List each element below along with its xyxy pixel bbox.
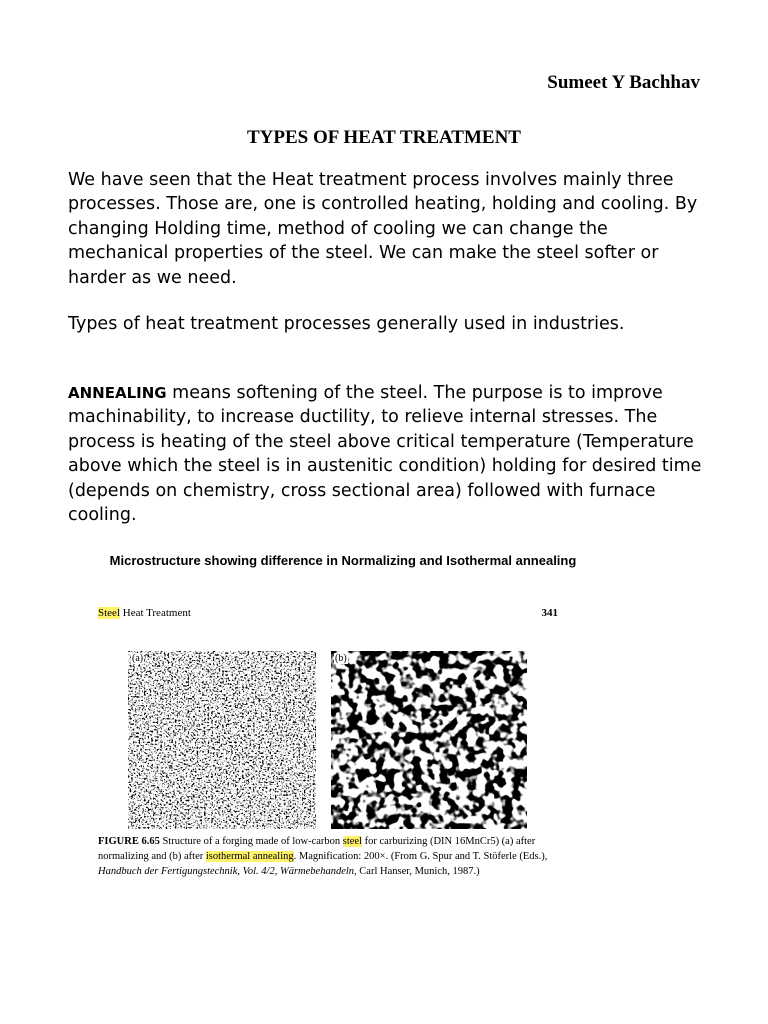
annealing-description: means softening of the steel. The purpose is to improve machinability, to increase ductility, to relieve internal stresses. The process is heating of the steel above critical temperature (Temperature above which the steel is in austenitic condition) holding for desired time (depends on chemistry, cross sectional area) followed with furnace cooling. [68, 383, 702, 526]
paragraph-intro: We have seen that the Heat treatment process involves mainly three processes. Those are, one is controlled heating, holding and cooling. By changing Holding time, method of cooling we can change the mechanical properties of the steel. We can make the steel softer or harder as we need. [68, 170, 698, 288]
micrograph-annealed [331, 651, 527, 829]
book-header-highlight: Steel [98, 607, 120, 619]
document-title: TYPES OF HEAT TREATMENT [247, 127, 521, 148]
micrograph-normalized-image [128, 651, 316, 829]
micrograph-annealed-image [331, 651, 527, 829]
caption-part-1: Structure of a forging made of low-carbon [159, 836, 343, 847]
micrograph-normalized [128, 651, 316, 829]
annealing-keyword: ANNEALING [68, 384, 167, 402]
figure-title: Microstructure showing difference in Normalizing and Isothermal annealing [109, 553, 577, 568]
book-page-number: 341 [541, 607, 558, 619]
caption-part-2: for carburizing (DIN 16MnCr5) (a) after normalizing and (b) after [98, 836, 536, 862]
panel-a-label: (a) [132, 653, 144, 664]
panel-b-label: (b) [335, 653, 347, 664]
caption-book-title: Handbuch der Fertigungstechnik, Vol. 4/2, Wärmebehandeln [98, 866, 355, 877]
author-name: Sumeet Y Bachhav [547, 72, 700, 93]
figure-label: FIGURE 6.65 [98, 836, 160, 847]
paragraph-types: Types of heat treatment processes generally used in industries. [68, 314, 625, 334]
paragraph-annealing [68, 381, 708, 527]
microstructure-figure [88, 546, 598, 896]
caption-part-4: , Carl Hanser, Munich, 1987.) [354, 866, 480, 877]
caption-highlight-annealing: isothermal annealing [205, 851, 294, 862]
caption-part-3: . Magnification: 200×. (From G. Spur and T. Stöferle (Eds.), [293, 851, 548, 862]
caption-highlight-steel: steel [342, 836, 363, 847]
figure-caption [98, 834, 568, 879]
book-header-text: Heat Treatment [120, 607, 191, 619]
book-page-header [98, 607, 558, 619]
